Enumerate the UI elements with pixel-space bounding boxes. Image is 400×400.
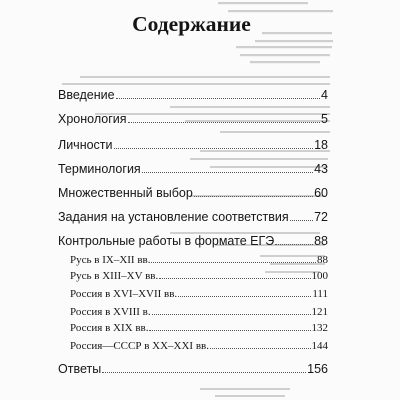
toc-subentry [70,318,328,334]
toc-entry-label: Контрольные работы в формате ЕГЭ [58,234,275,248]
toc-subentry-page: 100 [311,270,328,282]
dot-leader [152,314,311,315]
toc-subentry [70,336,328,352]
toc-subentry-label: Россия в XVIII в. [70,306,151,318]
toc-entry [58,232,328,248]
toc-entry-page: 88 [314,234,328,248]
toc-subentry [70,302,328,318]
toc-entry [58,136,328,152]
dot-leader [128,122,321,123]
toc-subentry-page: 132 [311,322,328,334]
toc-entry-page: 156 [307,362,328,376]
dot-leader [116,98,320,99]
toc-subentry-label: Русь в XIII–XV вв. [70,270,159,282]
toc-entry-page: 72 [314,210,328,224]
dot-leader [159,278,310,279]
toc-entry-page: 18 [314,138,328,152]
toc-entry-label: Хронология [58,112,127,126]
toc-entry-page: 60 [314,186,328,200]
toc-subentry-page: 121 [311,306,328,318]
toc-entry [58,86,328,102]
toc-entry-label: Личности [58,138,113,152]
dot-leader [194,196,313,197]
toc-subentry-page: 111 [312,288,328,300]
toc-subentry-page: 144 [311,340,328,352]
toc-entry-label: Множественный выбор [58,186,193,200]
toc-subentry-page: 88 [317,254,328,266]
toc-subentry-label: Россия—СССР в XX–XXI вв. [70,340,209,352]
toc-entry-page: 43 [314,162,328,176]
toc-entry-label: Ответы [58,362,102,376]
dot-leader [142,172,313,173]
toc-subentry-label: Россия в XVI–XVII вв. [70,288,178,300]
dot-leader [290,220,313,221]
toc-subentry-label: Русь в IX–XII вв. [70,254,151,266]
dot-leader [149,330,310,331]
page-title: Содержание [132,12,251,36]
dot-leader [275,244,313,245]
toc-subentry [70,266,328,282]
toc-entry [58,110,328,126]
toc-entry [58,208,328,224]
toc-entry-page: 4 [321,88,328,102]
toc-subentry [70,284,328,300]
toc-subentry [70,250,328,266]
toc-entry-label: Задания на установление соответствия [58,210,289,224]
toc-entry [58,160,328,176]
toc-entry [58,184,328,200]
toc-entry [58,360,328,376]
dot-leader [102,372,306,373]
dot-leader [210,348,311,349]
dot-leader [151,262,316,263]
toc-subentry-label: Россия в XIX вв. [70,322,149,334]
dot-leader [178,296,311,297]
toc-entry-page: 5 [321,112,328,126]
dot-leader [114,148,314,149]
toc-entry-label: Введение [58,88,115,102]
toc-entry-label: Терминология [58,162,141,176]
